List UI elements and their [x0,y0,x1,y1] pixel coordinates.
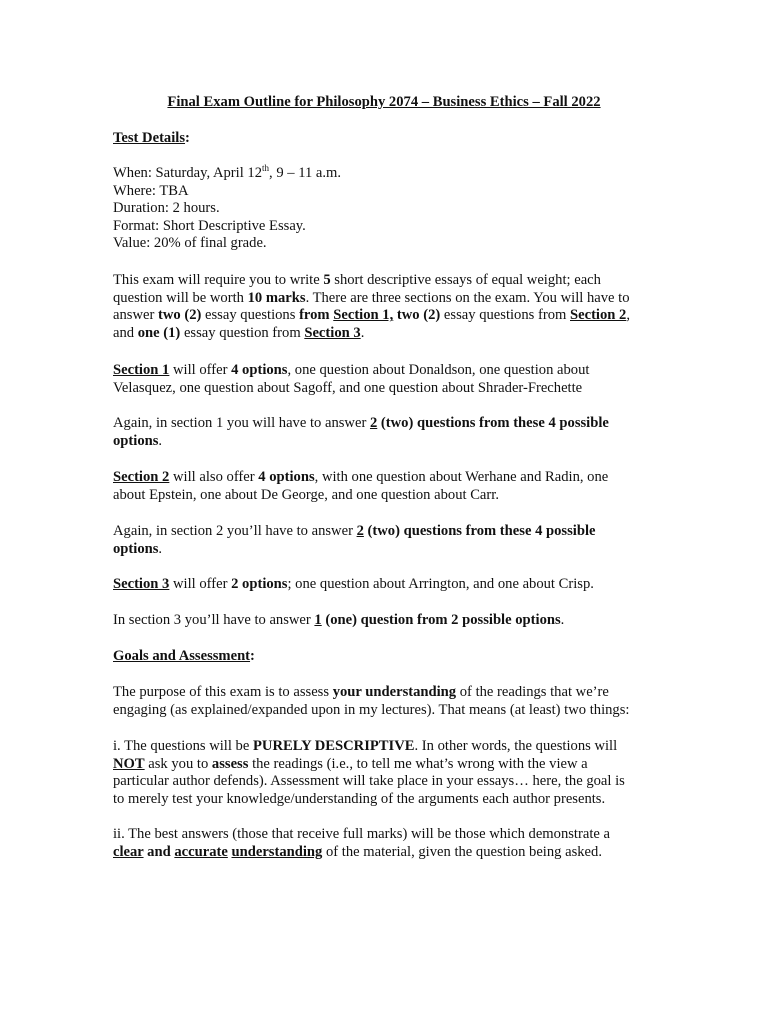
requirement-text: . [560,612,565,628]
intro-emphasis: two (2) [157,307,202,324]
purpose-text: engaging (as explained/expanded upon in my lectures). That means (at least) two things: [113,701,630,718]
test-value: Value: 20% of final grade. [113,235,267,252]
section3-text: ; one question about Arrington, and one about Crisp. [287,576,594,592]
section3-options: 2 options [231,576,288,592]
goals-colon: : [250,648,255,664]
section2-paragraph [113,469,658,504]
intro-section2-ref: Section 2 [570,307,627,324]
intro-text: short descriptive essays of equal weight; each [330,272,601,288]
test-when-suffix: , 9 – 11 a.m. [269,165,342,181]
test-format: Format: Short Descriptive Essay. [113,217,306,234]
intro-section1-ref: Section 1, [333,307,394,324]
point-i-text: the readings (i.e., to tell me what’s wrong with the view a [248,755,588,772]
requirement-number: 2 [369,415,378,431]
requirement-number: 2 [356,523,364,539]
intro-emphasis: two (2) [396,307,441,324]
test-duration: Duration: 2 hours. [113,200,220,217]
section3-label: Section 3 [113,576,170,592]
requirement-emphasis: (two) questions from these 4 possible [377,415,609,431]
intro-marks: 10 marks [247,289,306,306]
intro-emphasis: from [299,307,334,324]
test-details-list [113,165,658,253]
requirement-emphasis: options [113,540,159,557]
intro-text: This exam will require you to write [113,272,324,288]
test-details-colon: : [185,130,190,146]
intro-text: . There are three sections on the exam. You will have to [305,289,630,306]
point-i-text: . In other words, the questions will [414,738,618,754]
section3-paragraph [113,576,658,594]
intro-essay-count: 5 [323,272,331,288]
requirement-emphasis: (one) question from 2 possible options [321,612,561,628]
section2-options: 4 options [258,469,315,485]
section1-options: 4 options [231,362,288,378]
section1-text: Velasquez, one question about Sagoff, and one question about Shrader-Frechette [113,379,583,396]
document-title: Final Exam Outline for Philosophy 2074 – Business Ethics – Fall 2022 [167,94,601,110]
point-ii-clear: clear [113,843,144,860]
point-i-text: particular author defends). Assessment will take place in your essays… here, the goal is [113,773,625,790]
point-i-text: to merely test your knowledge/understanding of the arguments each author presents. [113,790,606,807]
section2-text: will also offer [169,469,259,485]
purpose-text: of the readings that we’re [456,684,609,700]
point-ii-text: of the material, given the question being asked. [322,843,602,860]
test-when-sup: th [262,163,270,174]
test-where: Where: TBA [113,182,189,199]
goals-label: Goals and Assessment [113,648,251,664]
point-ii-emphasis: and [143,843,175,860]
intro-section3-ref: Section 3 [304,324,361,341]
purpose-text: The purpose of this exam is to assess [113,684,333,700]
purpose-emphasis: your understanding [332,684,457,700]
intro-text: answer [113,307,158,324]
test-when [113,165,658,183]
section2-text: about Epstein, one about De George, and one question about Carr. [113,486,499,503]
test-details-label: Test Details [113,130,186,146]
requirement-text: Again, in section 2 you’ll have to answer [113,523,357,539]
point-i-assess: assess [211,755,249,772]
point-ii-accurate: accurate [174,843,228,860]
requirement-emphasis: options [113,432,159,449]
section1-requirement [113,415,658,450]
intro-text: essay questions [201,307,300,324]
section1-paragraph [113,362,658,397]
point-i-emphasis: PURELY DESCRIPTIVE [252,738,415,754]
requirement-emphasis: (two) questions from these 4 possible [363,523,596,539]
intro-text: essay questions from [440,307,570,324]
test-when-prefix: When: Saturday, April 12 [113,165,263,181]
point-ii-paragraph [113,826,658,861]
goals-heading [113,648,658,666]
requirement-number: 1 [314,612,322,628]
section3-text: will offer [169,576,232,592]
requirement-text: . [158,540,163,557]
point-i-not: NOT [113,755,145,772]
section2-label: Section 2 [113,469,170,485]
requirement-text: In section 3 you’ll have to answer [113,612,315,628]
requirement-text: Again, in section 1 you will have to answer [113,415,370,431]
intro-text: , [626,307,631,324]
intro-emphasis: one (1) [137,324,181,341]
requirement-text: . [158,432,163,449]
point-i-paragraph [113,738,658,808]
section2-text: , with one question about Werhane and Radin, one [314,469,609,485]
intro-text: and [113,324,138,341]
intro-text: essay question from [180,324,305,341]
section2-requirement [113,523,658,558]
section3-requirement [113,612,658,630]
point-i-text: i. The questions will be [113,738,253,754]
purpose-paragraph [113,684,658,719]
point-i-text: ask you to [144,755,212,772]
section1-text: , one question about Donaldson, one question about [287,362,590,378]
intro-text: . [360,324,365,341]
intro-text: question will be worth [113,289,248,306]
section1-text: will offer [169,362,232,378]
point-ii-understanding: understanding [231,843,323,860]
intro-paragraph [113,272,658,342]
section1-label: Section 1 [113,362,170,378]
point-ii-text: ii. The best answers (those that receive full marks) will be those which demonstrate a [113,826,610,842]
test-details-heading [113,130,658,148]
